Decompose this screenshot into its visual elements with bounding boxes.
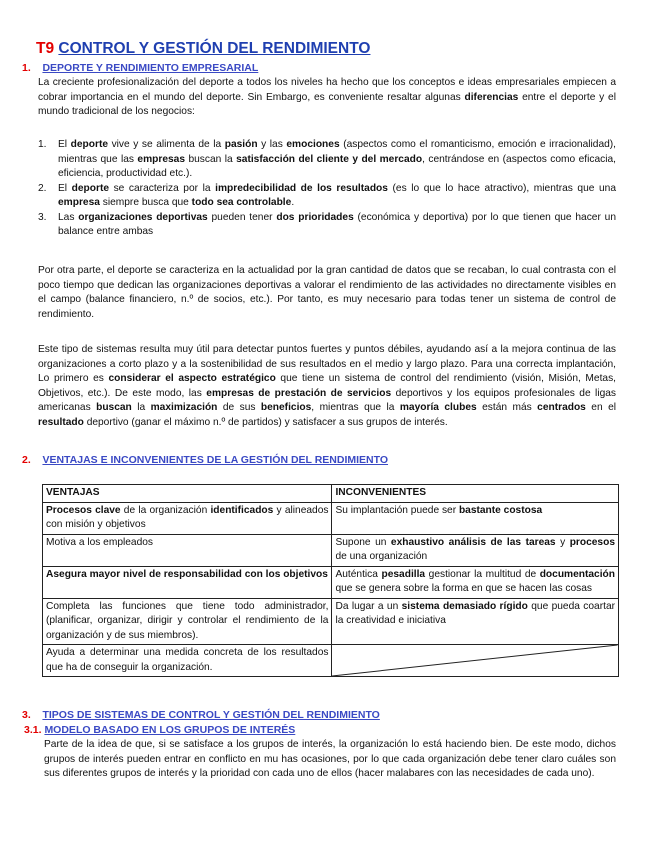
cell-text: Su implantación puede ser xyxy=(335,504,459,516)
para-text: deportivos y los equipos profesionales de ligas americanas xyxy=(38,387,617,413)
cell-bold: Procesos clave xyxy=(46,504,121,516)
list-text: siempre busca que xyxy=(99,197,192,208)
list-text: . xyxy=(291,197,295,208)
table-cell xyxy=(43,598,332,645)
section-2-number: 2. xyxy=(22,454,31,466)
para-bold: centrados xyxy=(537,402,586,413)
para-text: que tiene un sistema de control del rendimiento (visión, Misión, Metas, Objetivos, etc.). De este modo, las xyxy=(38,373,617,399)
table-header-inconvenientes: INCONVENIENTES xyxy=(332,485,619,503)
list-text: (es lo que lo hace atractivo), mientras que una xyxy=(387,182,617,194)
list-bold: empresa xyxy=(58,197,100,208)
list-bold: todo sea controlable xyxy=(191,197,292,208)
section-1-heading xyxy=(22,62,258,74)
list-text: pueden tener xyxy=(207,211,277,223)
table-cell-empty xyxy=(332,645,619,677)
cell-text: gestionar la multitud de xyxy=(425,568,540,580)
para-text: , mientras que la xyxy=(311,402,400,413)
section-3-title: TIPOS DE SISTEMAS DE CONTROL Y GESTIÓN DEL RENDIMIENTO xyxy=(42,709,380,721)
para-bold: resultado xyxy=(38,416,84,428)
differences-list xyxy=(38,138,616,240)
cell-text: que se genera sobre la forma en que se hacen las cosas xyxy=(335,583,593,594)
list-bold: empresas xyxy=(137,153,185,165)
section-2-heading xyxy=(22,454,388,466)
para-text: de sus xyxy=(217,402,261,413)
table-cell xyxy=(332,598,619,645)
section-3-1-number: 3.1. xyxy=(24,724,42,736)
list-text: Las xyxy=(58,211,79,223)
list-item xyxy=(38,182,616,211)
section-1-number: 1. xyxy=(22,62,31,74)
list-item-number: 2. xyxy=(38,182,47,194)
table-row xyxy=(43,645,619,677)
table-row xyxy=(43,566,619,598)
list-item-number: 1. xyxy=(38,139,47,150)
para-bold: beneficios xyxy=(260,402,312,413)
list-text: , centrándose en (aspectos como eficacia, eficiencia, productividad etc.). xyxy=(58,153,617,179)
table-row xyxy=(43,534,619,566)
title-text: CONTROL Y GESTIÓN DEL RENDIMIENTO xyxy=(58,40,371,57)
table-cell xyxy=(43,645,332,677)
cell-bold: Asegura mayor nivel de responsabilidad con los objetivos xyxy=(46,568,328,580)
cell-bold: identificados xyxy=(210,504,274,516)
section-2-title: VENTAJAS E INCONVENIENTES DE LA GESTIÓN DEL RENDIMIENTO xyxy=(42,454,389,466)
section-3-heading xyxy=(22,709,380,721)
para-text: en el xyxy=(585,402,616,413)
list-bold: organizaciones deportivas xyxy=(78,211,208,223)
para-bold: mayoría clubes xyxy=(399,402,477,413)
list-text: buscan la xyxy=(185,153,237,165)
list-text: El xyxy=(58,139,71,150)
para-text: Este tipo de sistemas resulta muy útil para detectar puntos fuertes y puntos débiles, ayudando así a la mejora continua de las organizaciones a corto plazo y a la sostenibilidad de sus resultados en el medio y largo plazo. Para una correcta implantación, Lo primero es xyxy=(38,344,616,384)
table-cell xyxy=(332,566,619,598)
list-text: (aspectos como el romanticismo, emoción e irracionalidad), mientras que las xyxy=(58,139,617,165)
cell-bold: pesadilla xyxy=(381,568,426,580)
list-bold: pasión xyxy=(224,139,258,150)
section-3-1-title: MODELO BASADO EN LOS GRUPOS DE INTERÉS xyxy=(44,724,296,736)
empty-cell-diagonal xyxy=(332,645,618,676)
cell-bold: procesos xyxy=(569,536,615,548)
list-text: (económica y deportiva) por lo que tienen que hacer un balance entre ambas xyxy=(58,211,616,237)
para-text: están más xyxy=(476,402,538,413)
list-bold: deporte xyxy=(71,182,109,194)
list-text: se caracteriza por la xyxy=(109,182,216,194)
cell-bold: bastante costosa xyxy=(458,504,543,516)
title-number: T9 xyxy=(36,40,55,57)
cell-text: de una organización xyxy=(335,551,428,562)
intro-text-end: entre el deporte y el mundo tradicional de los negocios: xyxy=(38,91,616,117)
cell-text: que pueda coartar la creatividad e iniciativa xyxy=(335,600,616,626)
section-3-1-paragraph: Parte de la idea de que, si se satisface a los grupos de interés, la organización lo está haciendo bien. De este modo, dichos grupos de interés pueden entrar en conflicto en mu has ocasiones, por lo que cada organización debe tener claro cuáles son sus diferentes grupos de interés y la prioridad con cada uno de ellos (hacer malabares con las necesidades de cada uno). xyxy=(44,739,616,779)
cell-text: Ayuda a determinar una medida concreta de los resultados que ha de conseguir la organización. xyxy=(46,647,329,673)
list-text: El xyxy=(58,182,72,194)
para-text: la xyxy=(131,402,151,413)
cell-text: y xyxy=(555,536,570,548)
para-bold: considerar el aspecto estratégico xyxy=(108,373,276,384)
section-1-paragraph-3 xyxy=(38,343,616,430)
cell-text: y alineados con misión y objetivos xyxy=(46,504,329,530)
table-header-row xyxy=(43,485,619,503)
intro-bold: diferencias xyxy=(464,91,519,103)
list-bold: emociones xyxy=(286,139,340,150)
list-bold: dos prioridades xyxy=(276,211,354,223)
table-cell xyxy=(332,502,619,534)
cell-bold: documentación xyxy=(539,568,615,580)
table-row xyxy=(43,502,619,534)
table-cell xyxy=(43,502,332,534)
cell-text: Auténtica xyxy=(335,568,382,580)
table-cell xyxy=(43,534,332,566)
section-1-paragraph-2: Por otra parte, el deporte se caracteriza en la actualidad por la gran cantidad de datos que se recaban, lo cual contrasta con el poco tiempo que dedican las organizaciones deportivas a valorar el rendimiento de las actividades no directamente visibles en el campo (balance financiero, n.º de socios, etc.). Por tanto, es muy necesario para todas tener un sistema de control de rendimiento. xyxy=(38,265,616,320)
list-bold: satisfacción del cliente y del mercado xyxy=(236,153,423,165)
table-header-ventajas: VENTAJAS xyxy=(43,485,332,503)
table-cell xyxy=(332,534,619,566)
list-text: vive y se alimenta de la xyxy=(108,139,225,150)
para-text: deportivo (ganar el máximo n.º de partidos) y satisfacer a sus grupos de interés. xyxy=(83,416,448,428)
intro-text: La creciente profesionalización del deporte a todos los niveles ha hecho que los conceptos e ideas empresariales empiecen a cobrar importancia en el mundo del deporte. Sin Embargo, es conveniente resaltar algunas xyxy=(38,77,616,103)
section-3-1-heading xyxy=(24,724,295,736)
list-item-number: 3. xyxy=(38,211,47,223)
cell-bold: exhaustivo análisis de las tareas xyxy=(390,536,556,548)
cell-text: Completa las funciones que tiene todo administrador, (planificar, organizar, dirigir y controlar el rendimiento de la organización y de sus miembros). xyxy=(46,600,329,641)
list-bold: impredecibilidad de los resultados xyxy=(215,182,388,194)
list-bold: deporte xyxy=(70,139,108,150)
list-text: y las xyxy=(257,139,287,150)
section-1-intro xyxy=(38,76,616,120)
list-item xyxy=(38,211,616,240)
cell-bold: sistema demasiado rígido xyxy=(401,600,528,612)
cell-text: Motiva a los empleados xyxy=(46,536,154,548)
table-cell xyxy=(43,566,332,598)
document-title xyxy=(36,40,370,58)
cell-text: de la organización xyxy=(120,504,211,516)
section-3-number: 3. xyxy=(22,709,31,721)
cell-text: Supone un xyxy=(335,536,391,548)
section-1-title: DEPORTE Y RENDIMIENTO EMPRESARIAL xyxy=(42,62,259,74)
para-bold: maximización xyxy=(150,402,218,413)
para-bold: empresas de prestación de servicios xyxy=(206,387,392,399)
list-item xyxy=(38,138,616,182)
pros-cons-table xyxy=(42,484,619,677)
table-row xyxy=(43,598,619,645)
para-bold: buscan xyxy=(96,402,132,413)
cell-text: Da lugar a un xyxy=(335,600,402,612)
